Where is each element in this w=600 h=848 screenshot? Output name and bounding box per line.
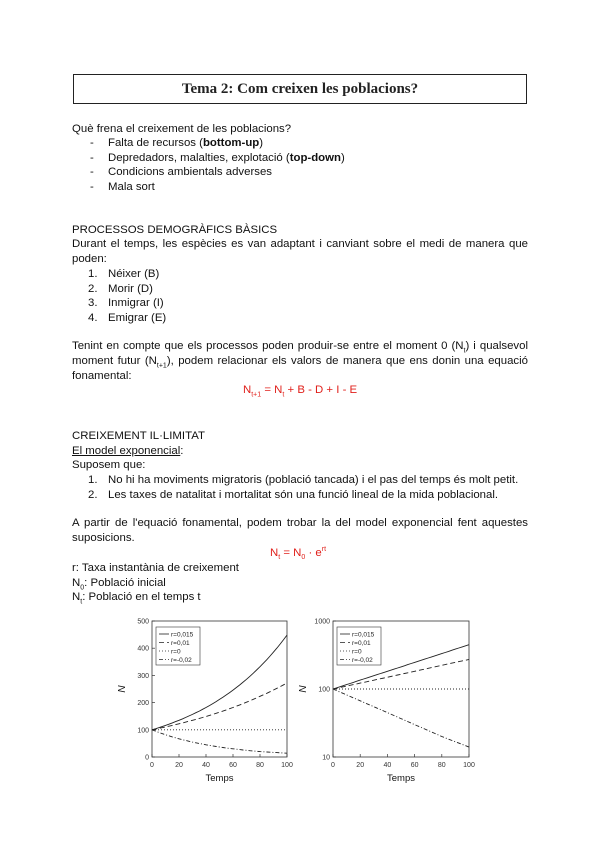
x-tick-label: 20 [356, 762, 365, 769]
definition-symbol: N [72, 576, 81, 589]
y-axis-label: N [117, 685, 128, 693]
exponential-paragraph-line2: suposicions. [72, 532, 135, 544]
x-axis-label: Temps [205, 773, 234, 784]
intro-item-text: Depredadors, malalties, explotació ( [108, 151, 290, 164]
y-tick-label: 10 [322, 754, 330, 762]
process-number: 1. [88, 268, 98, 280]
intro-item [108, 151, 345, 165]
title-box [73, 74, 527, 104]
demographic-paragraph2-line1: Tenint en compte que els processos poden produir-se entre el moment 0 $(N_t)$ i qualsevol [72, 340, 528, 355]
intro-item-keyword: bottom-up [202, 137, 260, 149]
exponential-equation: $N_t = N_0 \cdot e^{rt}$ [270, 546, 327, 562]
x-tick-label: 0 [150, 762, 154, 769]
assumption-number: 2. [88, 488, 98, 501]
legend-label: r=-0,02 [171, 656, 192, 664]
definition-symbol: N [72, 591, 81, 603]
y-tick-label: 100 [318, 686, 330, 694]
x-tick-label: 40 [202, 762, 210, 769]
definition-item [72, 590, 201, 609]
definition-subscript: 0 [80, 583, 85, 591]
process-number: 4. [88, 311, 98, 324]
intro-item-text: Falta de recursos ( [108, 137, 203, 149]
definition-text: : Població inicial [84, 576, 166, 589]
definition-text: : Taxa instantània de creixement [75, 562, 239, 574]
x-tick-label: 40 [383, 762, 392, 769]
chart-exponential-log [298, 612, 482, 790]
intro-item-dash: - [90, 151, 94, 164]
definition-text: : Població en el temps t [82, 591, 201, 603]
legend-label: r=0,015 [171, 631, 194, 639]
process-item: Morir (D) [108, 282, 153, 295]
x-tick-label: 100 [463, 762, 475, 769]
legend-label: r=0,015 [352, 631, 375, 639]
y-tick-label: 400 [137, 645, 149, 653]
process-item: Emigrar (E) [108, 311, 167, 324]
intro-item-keyword: top-down [289, 151, 341, 164]
x-tick-label: 20 [175, 762, 183, 769]
page-title: Tema 2: Com creixen les poblacions? [181, 80, 419, 97]
process-item: Néixer (B) [108, 268, 160, 280]
intro-item-tail: ) [259, 137, 264, 149]
section-heading-demographic: PROCESSOS DEMOGRÀFICS BÀSICS [72, 224, 278, 236]
x-tick-label: 0 [331, 762, 335, 769]
intro-item [108, 165, 272, 179]
intro-item [108, 180, 155, 194]
section-heading-unlimited: CREIXEMENT IL·LIMITAT [72, 430, 205, 442]
intro-item-dash: - [90, 137, 94, 149]
assumption-item: No hi ha moviments migratoris (població tancada) i el pas del temps és molt petit. [108, 474, 519, 486]
intro-question: Què frena el creixement de les poblacions? [72, 123, 292, 135]
assumption-number: 1. [88, 474, 98, 486]
y-tick-label: 0 [145, 754, 149, 762]
demographic-paragraph2-line3: fonamental: [72, 370, 132, 382]
y-tick-label: 200 [137, 700, 149, 708]
definition-symbol: r [72, 562, 76, 574]
x-tick-label: 80 [437, 762, 446, 769]
legend-label: r=-0,02 [352, 656, 373, 664]
y-tick-label: 500 [137, 618, 149, 626]
chart-exponential-linear [108, 612, 300, 790]
intro-item [108, 136, 263, 150]
y-tick-label: 100 [137, 727, 149, 735]
y-tick-label: 1000 [314, 618, 330, 626]
x-tick-label: 80 [256, 762, 264, 769]
legend-label: r=0,01 [352, 639, 371, 647]
intro-item-text: Condicions ambientals adverses [108, 166, 272, 178]
exponential-paragraph-line1: A partir de l'equació fonamental, podem trobar la del model exponencial fent aquestes [72, 517, 528, 529]
intro-item-dash: - [90, 180, 94, 193]
definition-subscript: t [80, 598, 83, 606]
demographic-paragraph-line2: poden: [72, 253, 107, 265]
x-axis-label: Temps [387, 773, 415, 784]
x-tick-label: 100 [281, 762, 293, 769]
x-tick-label: 60 [229, 762, 237, 769]
process-number: 2. [88, 282, 98, 295]
legend-label: r=0 [171, 648, 181, 656]
intro-item-dash: - [90, 166, 94, 178]
x-tick-label: 60 [410, 762, 419, 769]
intro-item-text: Mala sort [108, 180, 155, 193]
suppose-label: Suposem que: [72, 459, 146, 471]
process-item: Inmigrar (I) [108, 297, 164, 309]
subheading-exponential-model: El model exponencial: [72, 445, 184, 457]
legend-label: r=0 [352, 648, 362, 656]
demographic-paragraph-line1: Durant el temps, les espècies es van adaptant i canviant sobre el medi de manera que [72, 238, 528, 250]
intro-item-tail: ) [340, 151, 345, 164]
y-axis-label: N [298, 685, 309, 693]
assumption-item: Les taxes de natalitat i mortalitat són una funció lineal de la mida poblacional. [108, 488, 499, 501]
legend-label: r=0,01 [171, 639, 190, 647]
fundamental-equation: $N_{t+1} = N_t + B - D + I - E$ [243, 384, 358, 399]
demographic-paragraph2-line2: moment futur $(N_{t+1})$, podem relacionar els valors de manera que ens donin una equació [72, 355, 528, 370]
y-tick-label: 300 [137, 672, 149, 680]
process-number: 3. [88, 297, 98, 309]
